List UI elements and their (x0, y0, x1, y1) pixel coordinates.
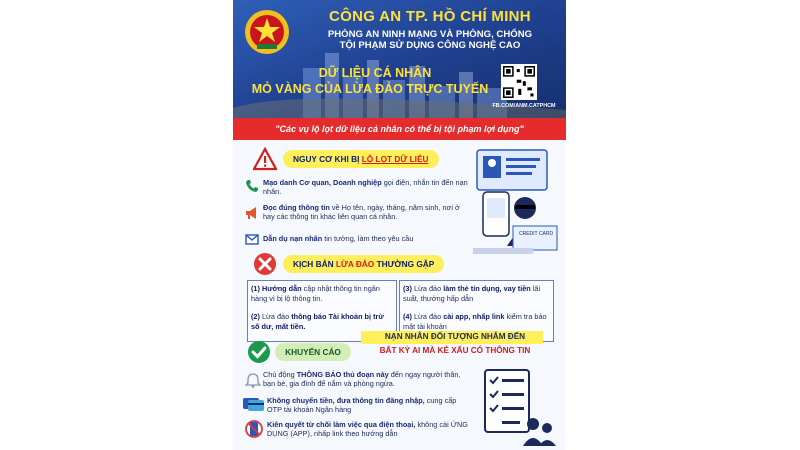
scenario-item-3-text: lãi suất, thưởng hấp dẫn (403, 284, 541, 303)
poster-header (233, 0, 566, 118)
advice-item-2-lead: Không chuyển tiền, đưa thông tin đăng nhập, (267, 396, 425, 405)
scenario-item-3-lead: làm thẻ tín dụng, vay tiền (443, 284, 531, 293)
risk-title-highlight: LỘ LỌT DỮ LIỆU (361, 154, 429, 164)
scam-illustration (473, 146, 561, 258)
police-emblem-icon (243, 8, 291, 56)
advice-item-1-prefix: Chủ động (263, 370, 297, 379)
checklist-illustration (481, 368, 557, 448)
advice-item-3-lead: Kiên quyết từ chối làm việc qua điện thoại, (267, 420, 416, 429)
scenario-title-prefix: KỊCH BẢN (293, 259, 336, 269)
mail-icon (245, 232, 259, 246)
advice-item-3-text: không cài ỨNG DỤNG (APP), nhấp link theo hướng dẫn (267, 420, 468, 438)
scenario-item-1-text: cập nhật thông tin ngân hàng vì bị lộ thông tin. (251, 284, 380, 303)
risk-item-3 (263, 234, 469, 243)
risk-item-2 (263, 203, 469, 221)
headline-line-2: MỎ VÀNG CỦA LỪA ĐẢO TRỰC TUYẾN (251, 82, 489, 96)
scenario-item-4-lead: cài app, nhấp link (443, 312, 505, 321)
risk-title-prefix: NGUY CƠ KHI BỊ (293, 154, 362, 164)
scenario-item-2-lead: thông báo Tài khoản bị trừ số dư, mất tiền. (251, 312, 384, 331)
warning-icon (253, 147, 277, 171)
bell-icon (245, 372, 261, 388)
poster (233, 0, 566, 450)
org-title: CÔNG AN TP. HỒ CHÍ MINH (329, 8, 531, 25)
department-name (299, 29, 561, 51)
risk-item-1-text: gọi điện, nhắn tin đến nạn nhân. (263, 178, 468, 196)
scenario-item-4 (403, 312, 549, 331)
target-line-2: BẤT KỲ AI MÀ KẺ XẤU CÓ THÔNG TIN (379, 346, 531, 355)
scenario-item-3 (403, 284, 549, 303)
risk-item-3-lead: Dẫn dụ nạn nhân (263, 234, 323, 243)
scenario-item-4-number: (4) (403, 312, 412, 321)
cross-icon (253, 252, 277, 276)
scenario-item-4-text: kiểm tra bảo mật tài khoản (403, 312, 547, 331)
target-line-1: NẠN NHÂN ĐỐI TƯỢNG NHẮM ĐẾN (384, 332, 526, 341)
scenario-item-1-number: (1) (251, 284, 260, 293)
department-line-1: PHÒNG AN NINH MẠNG VÀ PHÒNG, CHỐNG (327, 29, 533, 40)
check-icon (247, 340, 271, 364)
risk-item-3-text: tin tưởng, làm theo yêu cầu (322, 234, 414, 243)
advice-item-2-text: cung cấp OTP tài khoản Ngân hàng (267, 396, 457, 414)
advice-section-title: KHUYẾN CÁO (275, 343, 351, 361)
risk-item-2-lead: Đọc đúng thông tin (263, 203, 330, 212)
scenario-item-3-number: (3) (403, 284, 412, 293)
phone-icon (245, 179, 259, 193)
megaphone-icon (245, 206, 259, 220)
scenario-title-suffix: THƯỜNG GẶP (374, 259, 435, 269)
advice-item-3 (267, 420, 475, 438)
risk-item-1-lead: Mạo danh Cơ quan, Doanh nghiệp (263, 178, 382, 187)
risk-item-1 (263, 178, 469, 196)
scenario-item-1-lead: Hướng dẫn (261, 284, 302, 293)
scenario-title-highlight: LỪA ĐẢO (335, 259, 375, 269)
department-line-2: TỘI PHẠM SỬ DỤNG CÔNG NGHỆ CAO (339, 40, 521, 51)
facebook-handle: FB.COM/ANM.CATPHCM (492, 103, 556, 109)
advice-item-1-text: đến ngay người thân, bạn bè, gia đình để nắm và phòng ngừa. (263, 370, 461, 388)
advice-item-2 (267, 396, 471, 414)
risk-item-2-text: về Họ tên, ngày, tháng, năm sinh, nơi ở hay các thông tin khác liên quan cá nhân. (263, 203, 460, 221)
headline-line-1: DỮ LIỆU CÁ NHÂN (318, 66, 432, 80)
advice-item-1 (263, 370, 469, 388)
scenario-item-1 (251, 284, 393, 303)
advice-item-1-lead: THÔNG BÁO thủ đoạn này (296, 370, 389, 379)
credit-card-label: CREDIT CARD (519, 231, 554, 237)
scenario-section-title (283, 255, 444, 273)
risk-section-title (283, 150, 439, 168)
qr-code-icon (501, 64, 537, 100)
no-phone-icon (245, 420, 263, 438)
scenario-item-2 (251, 312, 393, 331)
scenario-item-2-number: (2) (251, 312, 260, 321)
quote-banner: "Các vụ lộ lọt dữ liệu cá nhân có thể bị tội phạm lợi dụng" (233, 118, 566, 140)
bank-card-icon (243, 396, 265, 412)
scenario-item-3-prefix: Lừa đảo (411, 284, 444, 293)
scenario-item-2-prefix: Lừa đảo (259, 312, 292, 321)
scenario-item-4-prefix: Lừa đảo (411, 312, 444, 321)
